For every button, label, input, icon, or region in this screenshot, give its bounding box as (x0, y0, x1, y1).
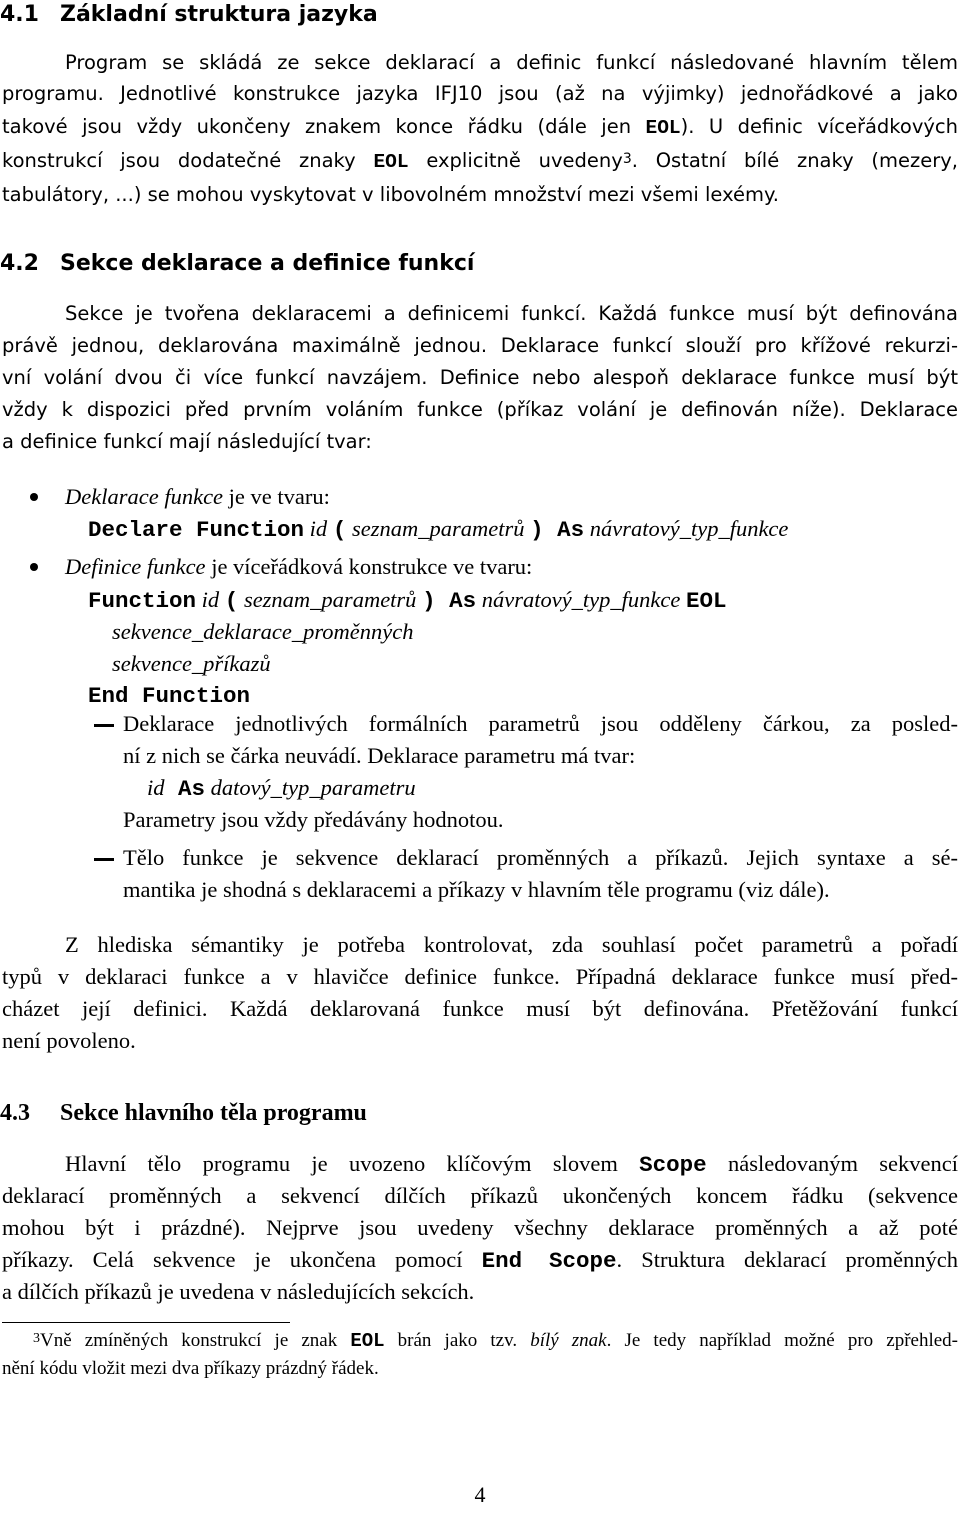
text: Hlavní tělo programu je uvozeno klíčovým slovem (65, 1151, 640, 1176)
p41-line-1 (65, 48, 958, 78)
term: Definice funkce (65, 554, 206, 579)
sub2-line-1 (123, 843, 958, 873)
text: právě jednou, deklarována maximálně jednou. Deklarace funkcí slouží pro křížové rekurzi- (2, 334, 958, 357)
eol-keyword: EOL (350, 1330, 385, 1352)
return-type: návratový_typ_funkce (584, 516, 789, 541)
section-number: 4.1 (0, 2, 39, 27)
footnote-rule (2, 1322, 290, 1323)
sub1-line-3: Parametry jsou vždy předávány hodnotou. (123, 807, 504, 832)
p42-line-2 (2, 331, 958, 361)
p41-line-2 (2, 79, 958, 109)
footnote-mark: 3 (33, 1331, 40, 1346)
text: Z hlediska sémantiky je potřeba kontrolovat, zda souhlasí počet parametrů a pořadí (65, 932, 958, 957)
id: id (147, 775, 165, 800)
p41-line-3 (2, 112, 958, 143)
text: příkazy. Celá sekvence je ukončena pomocí (2, 1247, 482, 1272)
p41-line-2-text: programu. Jednotlivé konstrukce jazyka IFJ10 jsou (až na výjimky) jednořádkové a jako (2, 82, 958, 105)
bullet-2-syntax-2: sekvence_deklarace_proměnných (112, 619, 414, 644)
text: je ve tvaru: (223, 484, 330, 509)
paren: ) (530, 517, 544, 543)
p41-line-5: tabulátory, ...) se mohou vyskytovat v libovolném množství mezi všemi lexémy. (2, 183, 779, 206)
p43-line-1 (65, 1149, 958, 1180)
section-heading-4-3 (0, 1098, 367, 1128)
paren: ( (224, 588, 239, 614)
keyword: As (164, 776, 206, 802)
bullet-1-text (65, 482, 330, 512)
page-number: 4 (474, 1482, 486, 1507)
section-number: 4.2 (0, 251, 39, 276)
text: typů v deklaraci funkce a v hlavičce definice funkce. Případná deklarace funkce musí před- (2, 964, 958, 989)
text: Sekce je tvořena deklaracemi a definicemi funkcí. Každá funkce musí být definována (65, 302, 958, 325)
param-type: datový_typ_parametru (205, 775, 416, 800)
eol-keyword: EOL (645, 117, 681, 139)
section-number: 4.3 (0, 1100, 30, 1126)
p42b-line-1 (65, 930, 958, 960)
bullet-marker (30, 493, 38, 501)
section-title: Sekce deklarace a definice funkcí (60, 251, 475, 276)
return-type: návratový_typ_funkce (476, 587, 687, 612)
p42-line-5: a definice funkcí mají následující tvar: (2, 430, 372, 453)
bullet-2-text (65, 552, 532, 582)
id: id (196, 587, 225, 612)
p42b-line-3 (2, 994, 958, 1024)
paren: ) (422, 588, 436, 614)
p42-line-1 (65, 299, 958, 329)
text: explicitně uvedeny (408, 149, 623, 172)
text: deklarací proměnných a sekvencí dílčích příkazů ukončených koncem řádku (sekvence (2, 1183, 958, 1208)
end-scope-keyword: End Scope (481, 1248, 617, 1274)
p43-line-4 (2, 1245, 958, 1276)
term: Deklarace funkce (65, 484, 224, 509)
paren: ( (332, 517, 347, 543)
term: bílý znak (530, 1330, 607, 1351)
text: takové jsou vždy ukončeny znakem konce řádku (dále jen (2, 115, 646, 138)
text: brán jako tzv. (384, 1330, 531, 1351)
text: následovaným sekvencí (706, 1151, 958, 1176)
section-title: Základní struktura jazyka (60, 2, 378, 27)
text: vní volání dvou či více funkcí navzájem. Definice nebo alespoň deklarace funkce musí být (2, 366, 958, 389)
p42b-line-4: není povoleno. (2, 1028, 136, 1053)
section-heading-4-2 (0, 249, 474, 279)
sub1-line-1 (123, 709, 958, 739)
footnote-line-2: nění kódu vložit mezi dva příkazy prázdný řádek. (2, 1358, 379, 1379)
p41-line-4 (2, 146, 958, 177)
text: . Je tedy například možné pro zpřehled- (606, 1330, 959, 1351)
text: Tělo funkce je sekvence deklarací proměnných a příkazů. Jejich syntaxe a sé- (123, 845, 958, 870)
bullet-2-syntax-1 (88, 585, 727, 616)
text: . Struktura deklarací proměnných (616, 1247, 958, 1272)
scope-keyword: Scope (639, 1152, 707, 1178)
dash-marker (94, 858, 114, 861)
sub1-line-2: ní z nich se čárka neuvádí. Deklarace parametru má tvar: (123, 743, 636, 768)
text: Deklarace jednotlivých formálních parametrů jsou odděleny čárkou, za posled- (123, 711, 958, 736)
p43-line-5: a dílčích příkazů je uvedena v následujících sekcích. (2, 1279, 475, 1304)
p42-line-3 (2, 363, 958, 393)
id: id (304, 516, 333, 541)
text: ). U definic víceřádkových (680, 115, 958, 138)
keyword: As (543, 517, 585, 543)
text: je víceřádková konstrukce ve tvaru: (205, 554, 533, 579)
bullet-marker (30, 563, 38, 571)
p43-line-3 (2, 1213, 958, 1243)
eol-keyword: EOL (686, 588, 727, 614)
text: mohou být i prázdné). Nejprve jsou uvedeny všechny deklarace proměnných a až poté (2, 1215, 958, 1240)
keyword: As (435, 588, 477, 614)
sub1-code (147, 773, 416, 804)
text: cházet její definici. Každá deklarovaná funkce musí být definována. Přetěžování funkcí (2, 996, 958, 1021)
bullet-1-syntax (88, 514, 788, 545)
param-list: seznam_parametrů (238, 587, 423, 612)
text: . Ostatní bílé znaky (mezery, (631, 149, 958, 172)
section-heading-4-1 (0, 0, 378, 30)
bullet-2-syntax-4: End Function (88, 683, 251, 709)
p42-line-4 (2, 395, 958, 425)
text: vždy k dispozici před prvním voláním funkce (příkaz volání je definován níže). Deklarace (2, 398, 958, 421)
section-title: Sekce hlavního těla programu (60, 1100, 367, 1126)
eol-keyword: EOL (373, 151, 409, 173)
keyword: Function (88, 588, 197, 614)
dash-marker (94, 724, 114, 727)
footnote-line-1 (33, 1328, 958, 1354)
p43-line-2 (2, 1181, 958, 1211)
p42b-line-2 (2, 962, 958, 992)
param-list: seznam_parametrů (346, 516, 531, 541)
sub2-line-2: mantika je shodná s deklaracemi a příkazy v hlavním těle programu (viz dále). (123, 877, 830, 902)
bullet-2-syntax-3: sekvence_příkazů (112, 651, 271, 676)
text: Vně zmíněných konstrukcí je znak (40, 1330, 351, 1351)
text: konstrukcí jsou dodatečné znaky (2, 149, 374, 172)
keyword: Declare Function (88, 517, 305, 543)
p41-line-1-text: Program se skládá ze sekce deklarací a definic funkcí následované hlavním tělem (65, 51, 958, 74)
footnote-mark: 3 (622, 151, 632, 167)
